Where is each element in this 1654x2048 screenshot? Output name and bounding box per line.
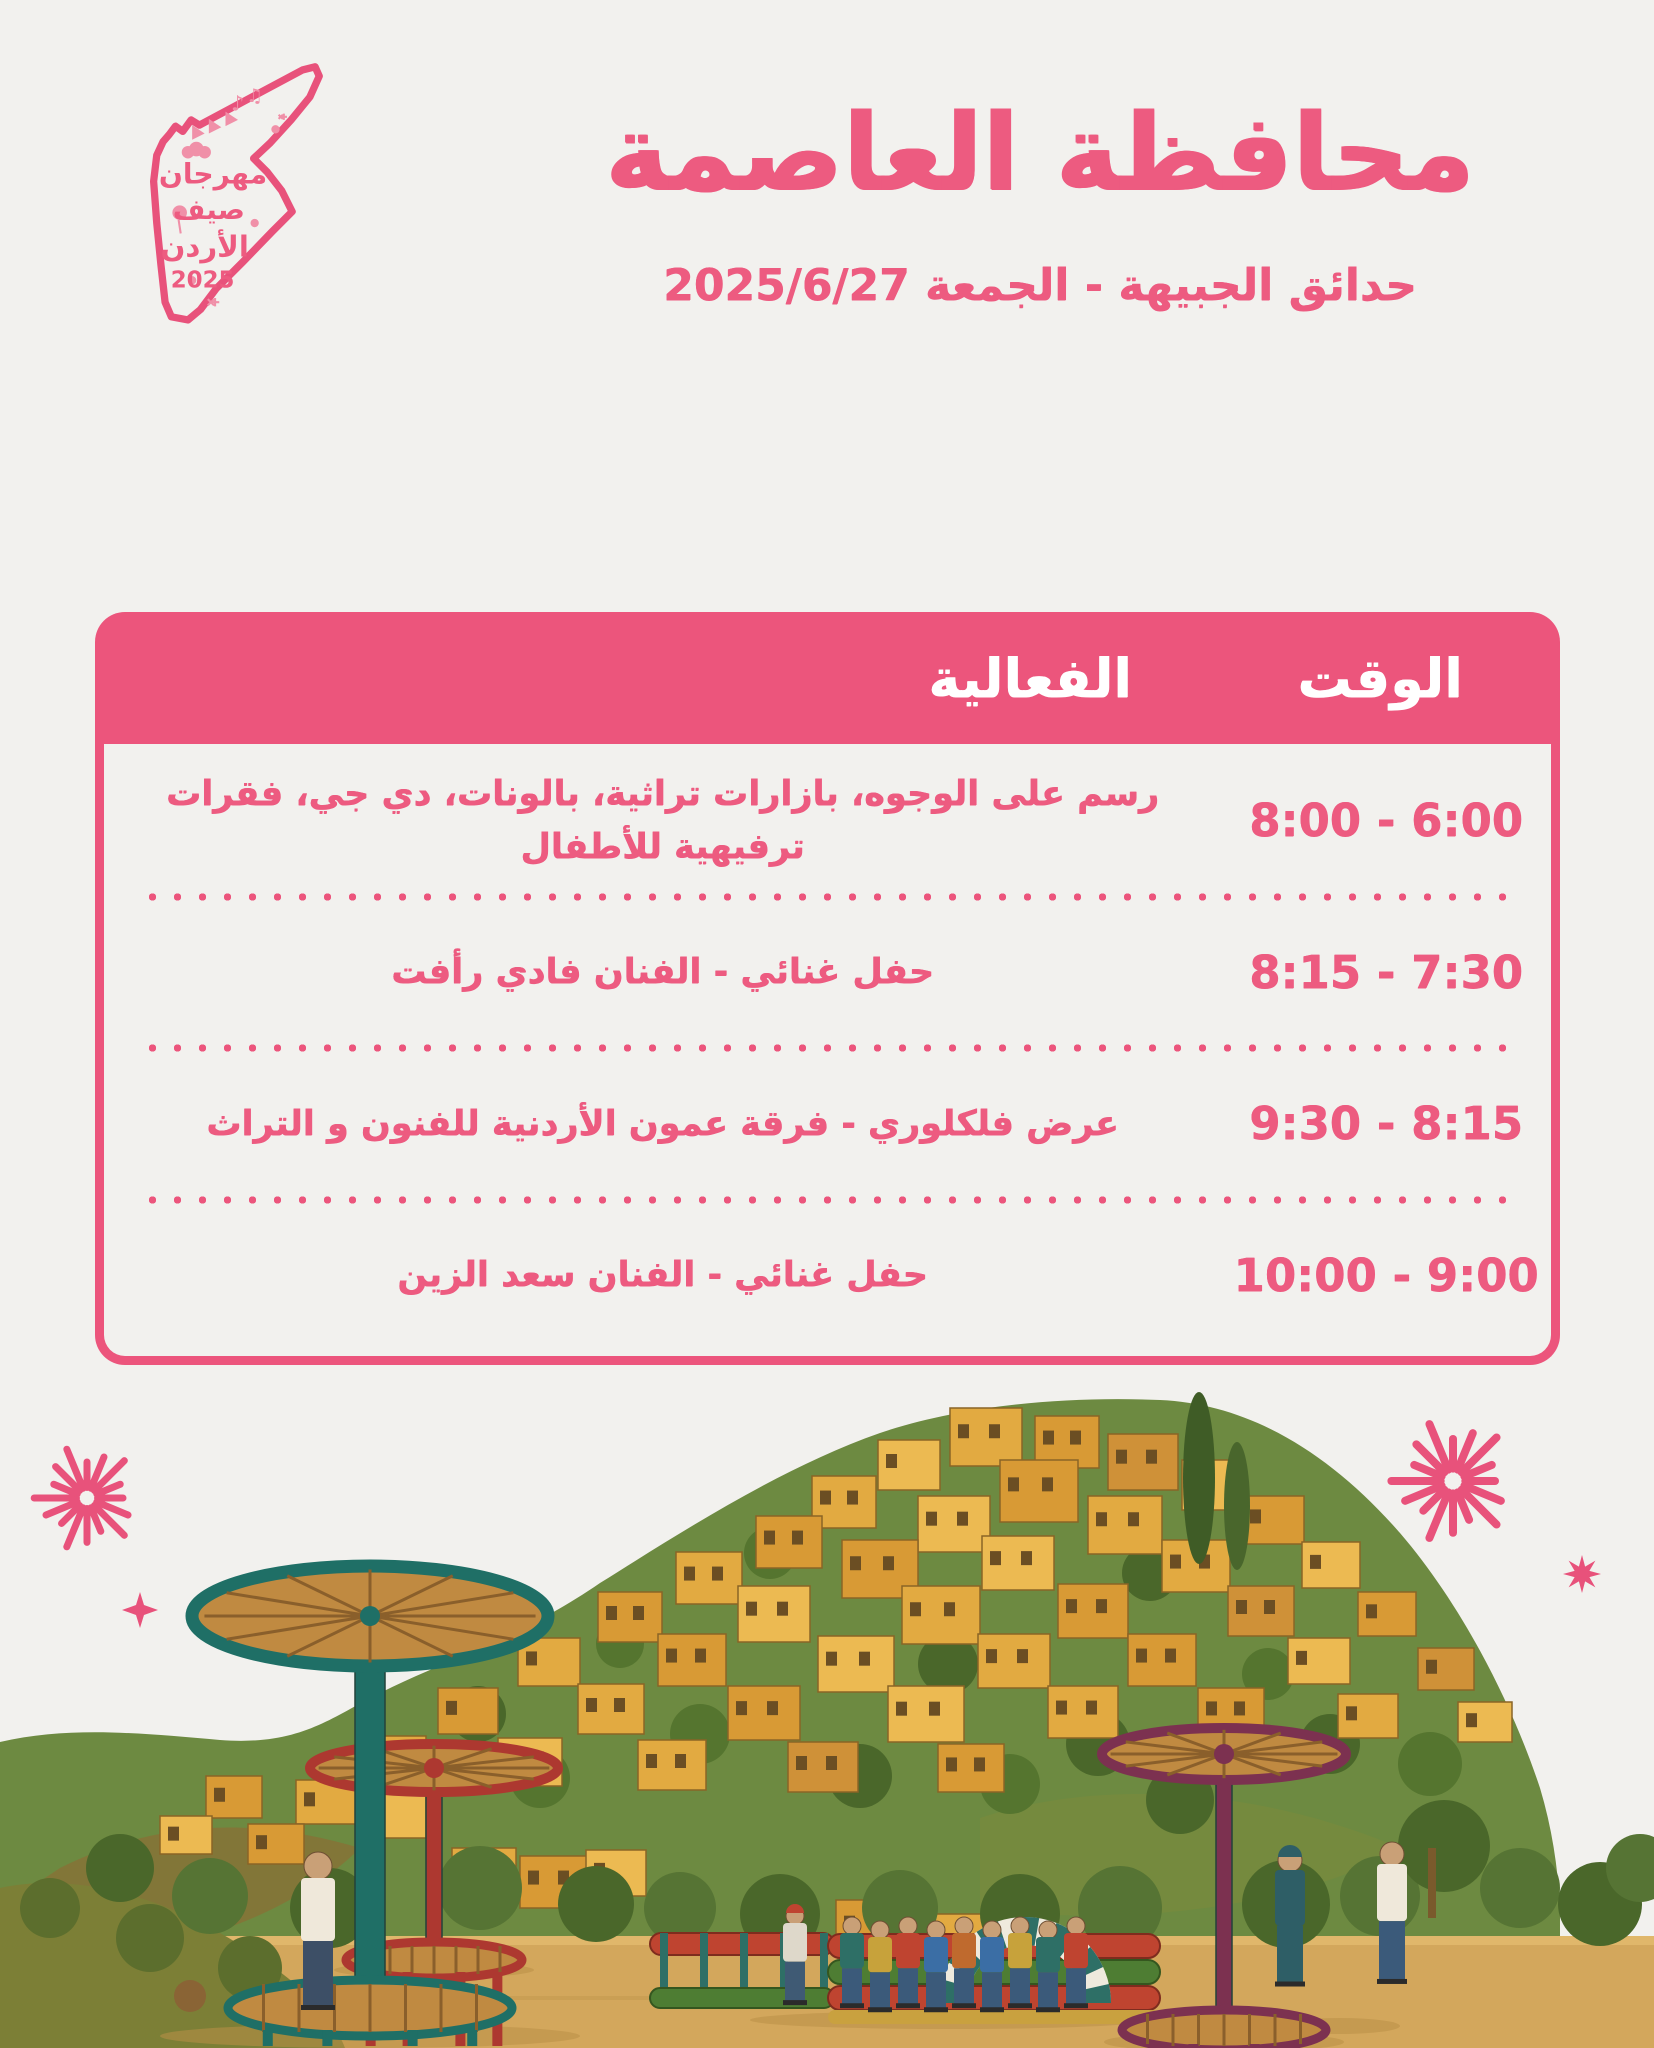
time-cell: 7:30 - 8:15 bbox=[1249, 945, 1523, 999]
schedule-table bbox=[95, 612, 1560, 1365]
page-title: محافظة العاصمة bbox=[605, 91, 1475, 214]
svg-text:الأردن: الأردن bbox=[160, 229, 249, 264]
event-cell: عرض فلكلوري - فرقة عمون الأردنية للفنون و التراث bbox=[206, 1103, 1119, 1144]
logo-text bbox=[159, 157, 267, 293]
svg-text:♫: ♫ bbox=[246, 86, 263, 108]
column-header-event: الفعالية bbox=[928, 646, 1132, 710]
schedule-body bbox=[95, 744, 1560, 1365]
starburst-icon bbox=[34, 1449, 128, 1547]
column-header-time: الوقت bbox=[1297, 646, 1463, 710]
star-icon bbox=[1563, 1555, 1601, 1593]
table-row bbox=[104, 750, 1551, 892]
header bbox=[500, 84, 1580, 311]
svg-text:2025: 2025 bbox=[170, 267, 235, 294]
dotted-divider bbox=[146, 892, 1509, 902]
svg-text:مهرجان: مهرجان bbox=[158, 157, 268, 191]
starburst-icon bbox=[1391, 1424, 1500, 1538]
event-cell: حفل غنائي - الفنان فادي رأفت bbox=[391, 952, 934, 992]
svg-text:♪: ♪ bbox=[230, 91, 245, 116]
time-cell: 8:15 - 9:30 bbox=[1249, 1097, 1523, 1151]
sparkle-icon bbox=[122, 1592, 158, 1628]
table-row bbox=[104, 1205, 1551, 1347]
event-cell: رسم على الوجوه، بازارات تراثية، بالونات، دي جي، فقرات ترفيهية للأطفال bbox=[165, 774, 1160, 867]
dotted-divider bbox=[146, 1195, 1509, 1205]
svg-text:صيف: صيف bbox=[172, 192, 245, 226]
schedule-header-bar bbox=[95, 612, 1560, 744]
event-cell: حفل غنائي - الفنان سعد الزين bbox=[397, 1255, 928, 1295]
page-subtitle: حدائق الجبيهة - الجمعة 2025/6/27 bbox=[663, 259, 1417, 311]
dotted-divider bbox=[146, 1043, 1509, 1053]
table-row bbox=[104, 902, 1551, 1044]
table-row bbox=[104, 1053, 1551, 1195]
festival-logo bbox=[88, 52, 338, 342]
time-cell: 9:00 - 10:00 bbox=[1233, 1248, 1539, 1302]
hillside-town-illustration bbox=[0, 1348, 1654, 2048]
time-cell: 6:00 - 8:00 bbox=[1249, 794, 1523, 848]
